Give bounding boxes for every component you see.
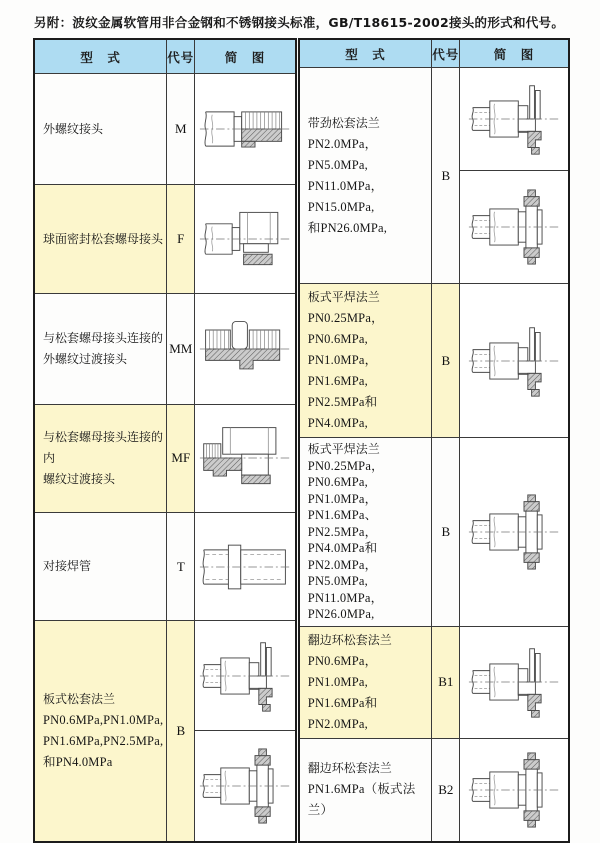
pn-line: PN0.6MPa，PN1.0MPa,: [307, 653, 378, 689]
pn-line: 和PN26.0MPa,: [307, 220, 388, 235]
code-cell: B: [432, 284, 460, 438]
neck-loose-flange-diagram-1: [467, 80, 562, 158]
type-line: 外螺纹过渡接头: [43, 352, 128, 367]
header-row: [34, 39, 296, 74]
diagram-cell: [460, 68, 569, 171]
diagram-cell: [195, 405, 296, 512]
diagram-cell: [195, 512, 296, 621]
plate-weld-flange-diagram-1: [467, 322, 562, 400]
pn-line: PN11.0MPa，PN15.0MPa,: [307, 178, 384, 214]
diagram-cell: [195, 731, 296, 842]
table-row: [34, 621, 296, 731]
diagram-cell: [460, 738, 569, 842]
right-table: [298, 38, 570, 843]
header-diagram: 简 图: [195, 39, 296, 74]
pn-line: PN0.25MPa，PN0.6MPa,: [307, 311, 384, 346]
code-cell: T: [167, 512, 195, 621]
double-male-adapter-diagram: [198, 310, 293, 388]
plate-weld-flange-diagram-2: [467, 493, 562, 571]
type-line: 带劲松套法兰: [307, 115, 380, 130]
male-thread-fitting-diagram: [198, 90, 293, 168]
diagram-cell: [460, 626, 569, 738]
pn-line: PN1.6MPa和PN2.0MPa,: [307, 695, 378, 731]
pn-line: PN11.0MPa，PN26.0MPa,: [307, 590, 384, 621]
type-line: 球面密封松套螺母接头: [43, 231, 164, 246]
code-cell: MM: [167, 294, 195, 405]
union-nut-fitting-diagram: [198, 200, 293, 278]
nut-male-adapter-diagram: [198, 419, 293, 497]
plate-loose-flange-diagram-2: [198, 747, 293, 825]
table-row: [34, 185, 296, 294]
type-line: 翻边环松套法兰: [307, 632, 392, 647]
left-table: [33, 38, 297, 843]
code-cell: MF: [167, 405, 195, 512]
code-cell: B1: [432, 626, 460, 738]
code-cell: M: [167, 74, 195, 185]
type-line: 对接焊管: [43, 559, 92, 574]
type-cell: [34, 621, 167, 842]
header-row: [299, 39, 569, 68]
type-cell: [34, 185, 167, 294]
butt-weld-pipe-diagram: [198, 528, 293, 606]
type-line: 与松套螺母接头连接的内: [43, 429, 164, 465]
table-row: [34, 294, 296, 405]
pn-line: PN1.6MPa,PN2.5MPa,: [43, 734, 164, 749]
type-cell: [299, 284, 432, 438]
type-cell: [299, 438, 432, 627]
type-cell: [34, 405, 167, 512]
diagram-cell: [460, 284, 569, 438]
page-title: 另附：波纹金属软管用非合金钢和不锈钢接头标准，GB/T18615-2002接头的形式和代号。: [34, 15, 565, 30]
code-cell: B: [167, 621, 195, 842]
pn-line: PN2.5MPa，PN4.0MPa和: [307, 524, 378, 555]
flared-ring-plate-flange-b2-diagram: [467, 751, 562, 829]
pn-line: PN2.0MPa，PN5.0MPa,: [307, 557, 378, 588]
table-row: [299, 438, 569, 627]
diagram-cell: [195, 621, 296, 731]
diagram-cell: [460, 171, 569, 284]
type-line: 与松套螺母接头连接的: [43, 331, 164, 346]
type-cell: [34, 512, 167, 621]
diagram-cell: [195, 294, 296, 405]
type-line: 板式平焊法兰: [307, 290, 380, 304]
type-cell: [299, 626, 432, 738]
header-type: 型 式: [299, 39, 432, 68]
plate-loose-flange-diagram-1: [198, 637, 293, 715]
header-type: 型 式: [34, 39, 167, 74]
tables-container: [33, 38, 570, 843]
header-diagram: 简 图: [460, 39, 569, 68]
pn-line: PN0.6MPa,PN1.0MPa,: [43, 713, 164, 728]
pn-line: 和PN4.0MPa: [43, 755, 113, 770]
type-cell: [299, 68, 432, 284]
type-line: 外螺纹接头: [43, 121, 104, 136]
diagram-cell: [195, 74, 296, 185]
table-row: [299, 738, 569, 842]
table-row: [299, 284, 569, 438]
diagram-cell: [460, 438, 569, 627]
header-code: 代号: [432, 39, 460, 68]
diagram-cell: [195, 185, 296, 294]
type-line: 翻边环松套法兰: [307, 761, 392, 776]
pn-line: PN0.25MPa，PN0.6MPa,: [307, 458, 384, 489]
table-row: [34, 74, 296, 185]
type-cell: [299, 738, 432, 842]
type-cell: [34, 294, 167, 405]
pn-line: PN2.0MPa，PN5.0MPa,: [307, 136, 378, 172]
pn-line: PN1.6MPa（板式法兰）: [307, 782, 416, 818]
table-row: [299, 626, 569, 738]
code-cell: B: [432, 438, 460, 627]
type-line: 板式松套法兰: [43, 692, 116, 707]
code-cell: F: [167, 185, 195, 294]
flared-ring-loose-flange-b1-diagram: [467, 643, 562, 721]
type-cell: [34, 74, 167, 185]
pn-line: PN1.0MPa，PN1.6MPa,: [307, 353, 378, 388]
code-cell: B: [432, 68, 460, 284]
type-line: 板式平焊法兰: [307, 442, 380, 456]
table-row: [34, 512, 296, 621]
pn-line: PN2.5MPa和PN4.0MPa,: [307, 395, 378, 430]
code-cell: B2: [432, 738, 460, 842]
table-row: [34, 405, 296, 512]
pn-line: PN1.0MPa，PN1.6MPa、: [307, 491, 378, 522]
type-line: 螺纹过渡接头: [43, 471, 116, 486]
neck-loose-flange-diagram-2: [467, 188, 562, 266]
header-code: 代号: [167, 39, 195, 74]
table-row: [299, 68, 569, 171]
